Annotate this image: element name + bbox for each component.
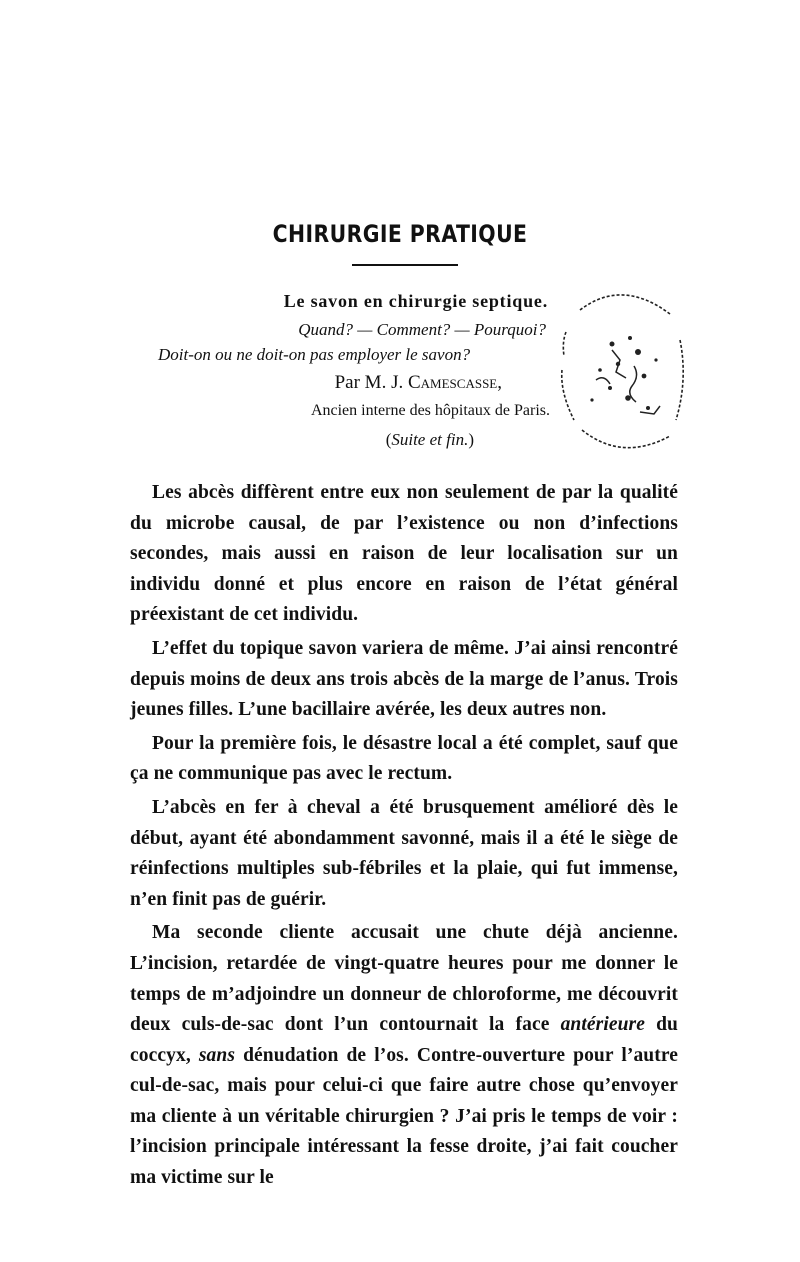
article-header <box>158 285 560 457</box>
author-prefix: Par M. J. <box>334 372 408 393</box>
article-author <box>190 367 560 399</box>
title-rule <box>352 264 458 266</box>
paragraph-4: L’abcès en fer à cheval a été brusquement amélioré dès le début, ayant été abondamment savonné, mais il a été le siège de réinfections multiples sub-fébriles et la plaie, qui fut immense, n’en finit pas de guérir. <box>130 796 678 910</box>
paragraph-5 <box>130 918 678 1193</box>
emphasis-sans: sans <box>198 1044 236 1066</box>
article-question-2: Doit-on ou ne doit-on pas employer le savon? <box>158 345 471 364</box>
paragraph-5-part-2: du coccyx, <box>130 1014 678 1066</box>
section-title: CHIRURGIE PRATIQUE <box>272 220 528 248</box>
emphasis-anterieure: antérieure <box>560 1014 645 1036</box>
continuation-open: ( <box>385 430 392 449</box>
article-body <box>130 478 678 1197</box>
continuation-text: Suite et fin. <box>391 430 469 449</box>
continuation-note <box>190 423 560 457</box>
continuation-close: ) <box>468 430 474 449</box>
author-name: Camescasse, <box>407 372 502 393</box>
paragraph-1: Les abcès diffèrent entre eux non seulement de par la qualité du microbe causal, de par l’existence ou non d’infections secondes, mais aussi en raison de leur localisation sur un individu donné et plus encore en raison de l’état général préexistant de cet individu. <box>130 482 678 626</box>
paragraph-2: L’effet du topique savon variera de même. J’ai ainsi rencontré depuis moins de deux ans trois abcès de la marge de l’anus. Trois jeunes filles. L’une bacillaire avérée, les deux autres non. <box>130 637 678 721</box>
library-stamp-icon <box>552 280 692 460</box>
article-title: Le savon en chirurgie septique. <box>283 291 548 311</box>
paragraph-5-part-1: Ma seconde cliente accusait une chute déjà ancienne. L’incision, retardée de vingt-quatre heures pour me donner le temps de m’adjoindre un donneur de chloroforme, me découvrit deux culs-de-sac dont l’un contournait la face <box>130 922 678 1036</box>
article-questions: Quand? — Comment? — Pourquoi? <box>298 320 546 339</box>
author-affiliation: Ancien interne des hôpitaux de Paris. <box>310 402 550 419</box>
paragraph-5-part-3: dénudation de l’os. Contre-ouverture pour l’autre cul-de-sac, mais pour celui-ci que faire autre chose qu’envoyer ma cliente à un véritable chirurgien ? J’ai pris le temps de voir : l’incision principale intéressant la fesse droite, j’ai fait coucher ma victime sur le <box>130 1044 678 1189</box>
paragraph-3: Pour la première fois, le désastre local a été complet, sauf que ça ne communique pas avec le rectum. <box>130 732 678 785</box>
